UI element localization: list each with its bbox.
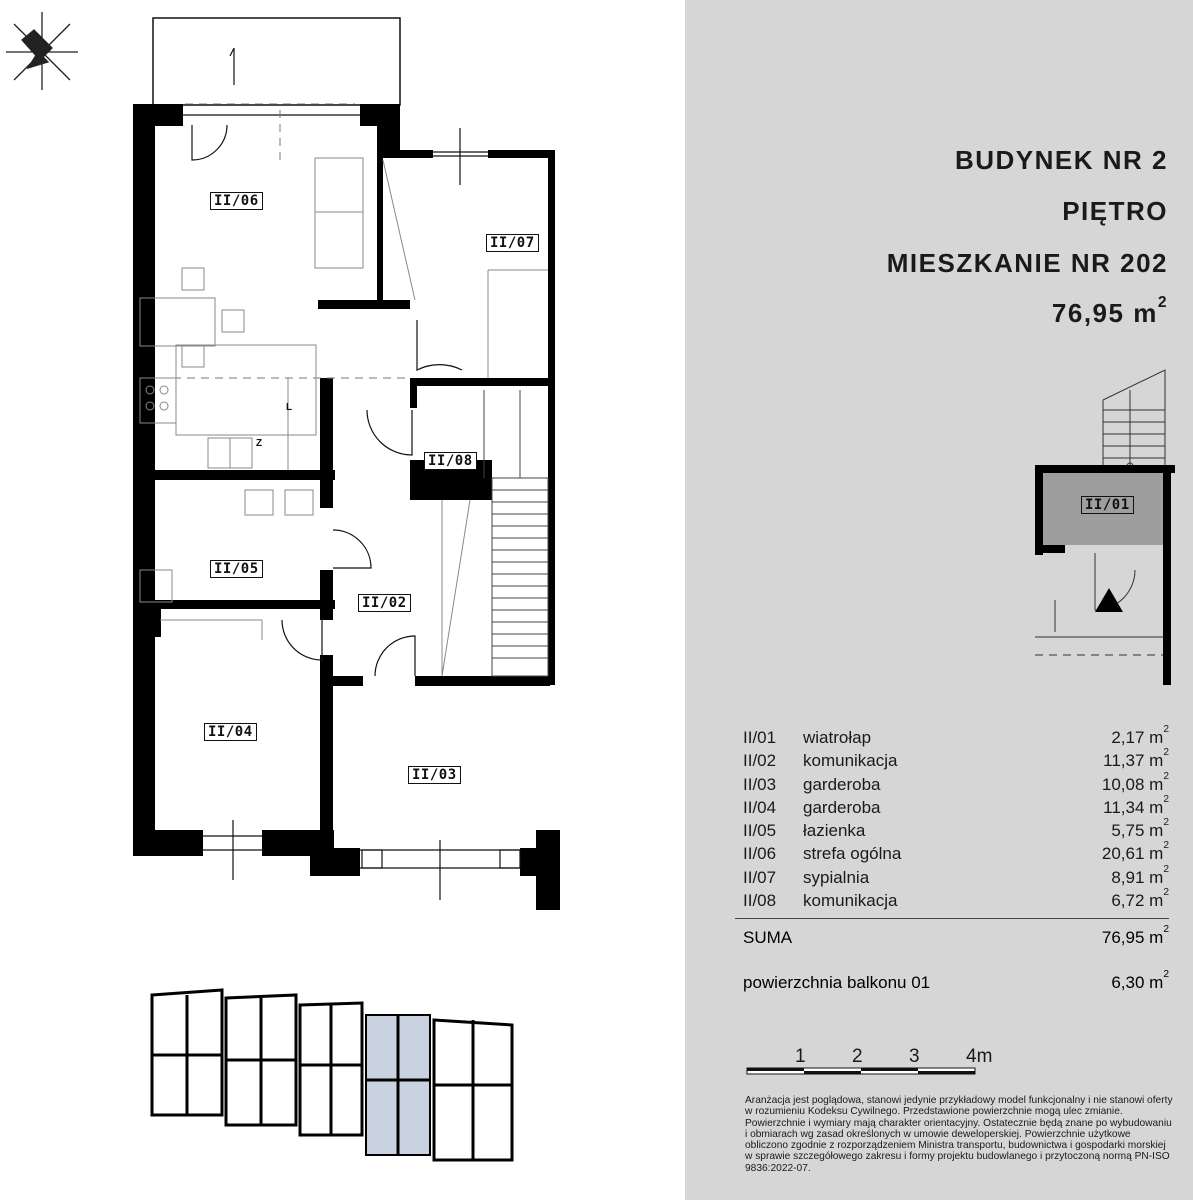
room-area: 8,91 $m^2$ [1111,863,1169,887]
sum-row [743,924,1169,950]
room-name: wiatrołap [803,728,872,747]
room-row [743,793,1169,821]
sum-area: 76,95 $m^2$ [1101,924,1169,947]
fridge-mark: L [286,402,293,413]
room-name: komunikacja [803,891,898,911]
scale-mark: 2 [852,1046,863,1067]
room-label-II02: II/02 [358,594,411,612]
room-name: łazienka [803,821,866,841]
room-row [743,747,1169,774]
room-area: 2,17 $m^2$ [1111,724,1169,747]
total-area-heading: 76,95 $m^2$ [1051,294,1168,328]
room-label-II05: II/05 [210,560,263,578]
room-row [743,887,1169,914]
room-name: strefa ogólna [803,844,902,864]
room-code: II/03 [743,774,777,794]
room-label-II03: II/03 [408,766,461,784]
room-code: II/04 [743,797,777,817]
walls [133,104,560,910]
balcony-row [743,969,1169,995]
disclaimer-text: Aranżacja jest poglądowa, stanowi jedynie przykładowy model funkcjonalny i nie stanowi oferty w rozumieniu Kodeksu Cywilnego. Przedstawione powierzchnie mogą ulec zmianie. Powierzchnie i wymiary mają charakter orientacyjny. Ostatecznie będą znane po wybudowaniu i obmiarach wg zasad określonych w umowie deweloperskiej. Powierzchnie użytkowe obliczono zgodnie z rozporządzeniem Ministra transportu, budownictwa i gospodarki morskiej w sprawie szczegółowego zakresu i formy projektu budowlanego i przytoczoną normą PN-ISO 9836:2022-07. [745,1095,1173,1174]
room-row [743,770,1169,798]
room-name: garderoba [803,797,881,817]
balcony-label: powierzchnia balkonu 01 [743,973,931,992]
room-area-table [743,724,1169,914]
room-area: 11,37 $m^2$ [1103,747,1169,771]
scale-mark: 4m [966,1046,993,1067]
scale-bar [745,1046,995,1076]
site-overview-thumbnail [152,990,512,1160]
scale-mark: 3 [909,1046,920,1067]
room-label-II07: II/07 [486,234,539,252]
sink-mark: Z [256,438,263,449]
room-code: II/06 [743,844,777,864]
floor-heading: PIĘTRO [1062,196,1168,226]
building-heading: BUDYNEK NR 2 [954,145,1168,175]
entrance-arrow-icon [1095,588,1123,612]
room-code: II/02 [743,751,777,771]
room-row [743,840,1169,867]
room-code: II/01 [743,728,777,747]
compass-icon [6,12,78,90]
room-row [743,724,1169,751]
room-area: 5,75 $m^2$ [1111,817,1169,841]
room-name: garderoba [803,774,881,794]
stairs [484,390,548,676]
room-code: II/07 [743,867,777,887]
room-area: 11,34 $m^2$ [1103,793,1169,817]
room-area: 20,61 $m^2$ [1101,840,1169,864]
room-label-II08: II/08 [424,452,477,470]
entrance-key-plan [685,0,1193,1200]
room-code: II/05 [743,821,777,841]
room-label-II04: II/04 [204,723,257,741]
balcony-outline [153,18,400,105]
info-panel [685,0,1193,1200]
scale-mark: 1 [795,1046,806,1067]
room-label-II06: II/06 [210,192,263,210]
sum-divider [735,918,1169,919]
room-label-II01: II/01 [1081,496,1134,514]
apartment-heading: MIESZKANIE NR 202 [886,248,1168,278]
room-area: 6,72 $m^2$ [1111,887,1169,911]
room-code: II/08 [743,891,777,911]
room-name: sypialnia [803,867,870,887]
room-row [743,863,1169,891]
room-area: 10,08 $m^2$ [1101,770,1169,794]
balcony-area: 6,30 $m^2$ [1111,969,1169,992]
room-name: komunikacja [803,751,898,771]
sum-label: SUMA [743,928,793,947]
room-row [743,817,1169,844]
